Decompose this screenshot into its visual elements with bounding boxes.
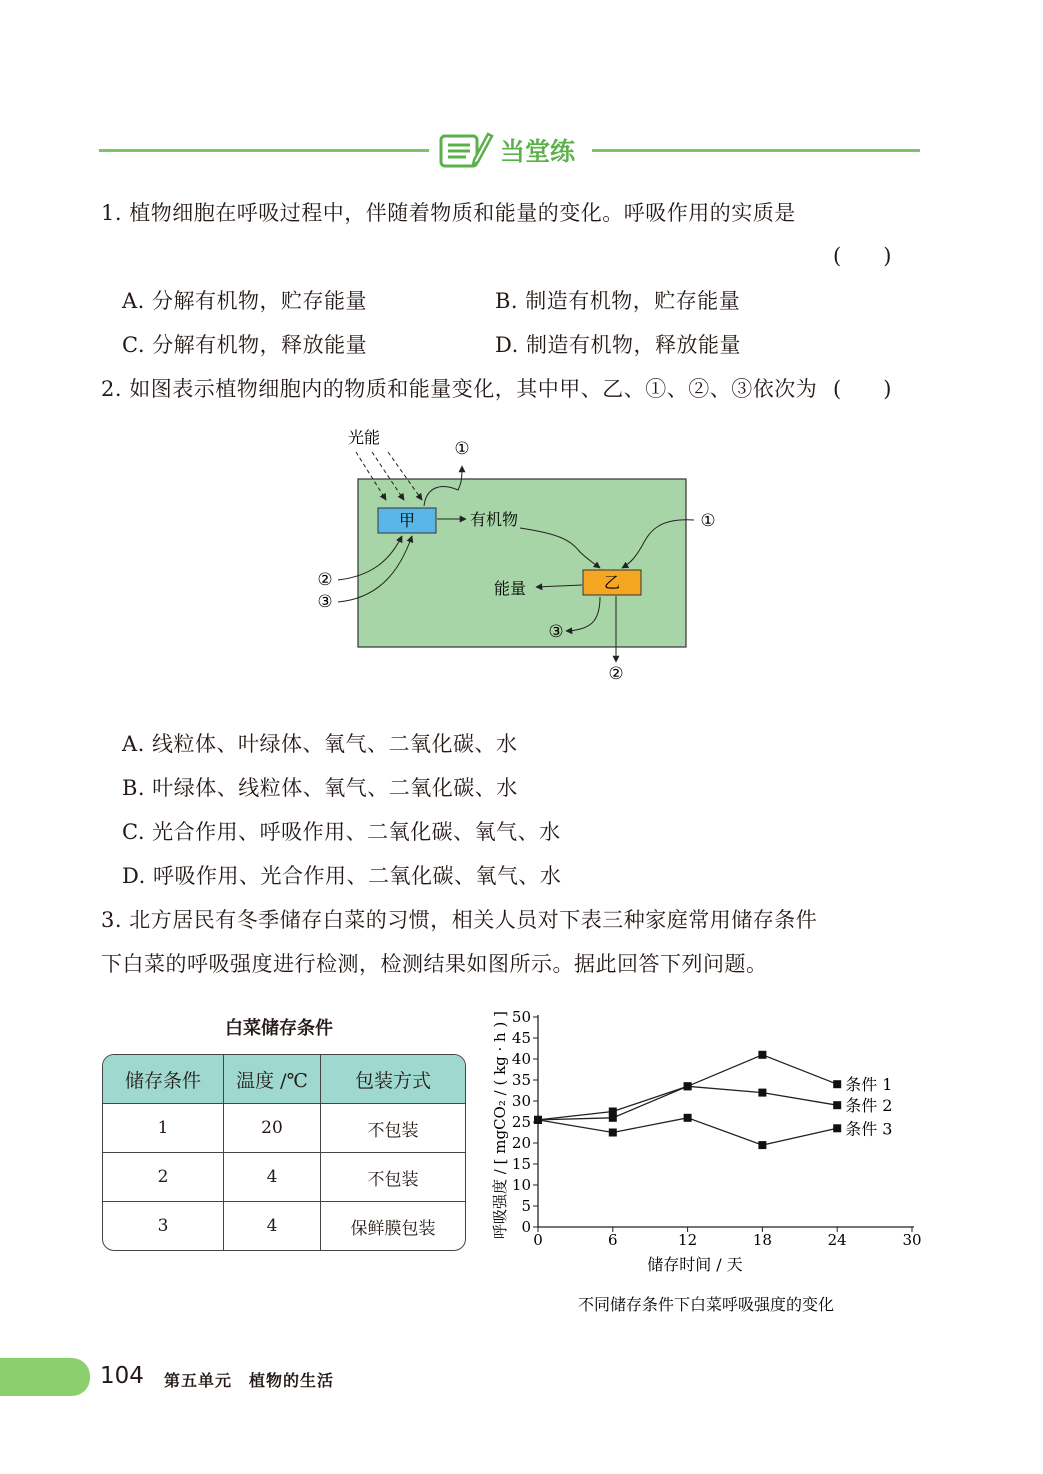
table-cell: 不包装 [320, 1104, 465, 1152]
data-point [684, 1114, 692, 1122]
chart-xlabel: 储存时间 / 天 [647, 1255, 743, 1274]
series-line [538, 1118, 837, 1145]
table-cell: 3 [103, 1201, 223, 1250]
data-point [758, 1051, 766, 1059]
table-cell: 20 [223, 1104, 320, 1152]
x-tick-label: 18 [752, 1231, 772, 1249]
table-cell: 2 [103, 1152, 223, 1201]
circle-2-left: ② [317, 570, 333, 590]
q2-option-a: A. 线粒体、叶绿体、氧气、二氧化碳、水 [122, 732, 518, 756]
table-header-cell: 储存条件 [103, 1055, 223, 1104]
y-tick-label: 10 [511, 1176, 531, 1194]
energy-label: 能量 [494, 579, 527, 598]
jia-label: 甲 [398, 511, 416, 530]
x-tick-label: 0 [533, 1231, 543, 1249]
y-tick-label: 45 [511, 1029, 531, 1047]
cell-diagram [300, 420, 740, 690]
circle-2-bottom: ② [608, 664, 624, 684]
y-tick-label: 20 [511, 1134, 531, 1152]
q1-stem: 1. 植物细胞在呼吸过程中，伴随着物质和能量的变化。呼吸作用的实质是 [101, 201, 796, 225]
y-tick-label: 30 [511, 1092, 531, 1110]
table-title: 白菜储存条件 [225, 1018, 333, 1039]
data-point [833, 1124, 841, 1132]
circle-1-top: ① [454, 439, 470, 459]
y-tick-label: 25 [511, 1113, 531, 1131]
circle-3-left: ③ [317, 592, 333, 612]
x-tick-label: 24 [827, 1231, 847, 1249]
y-tick-label: 40 [511, 1050, 531, 1068]
table-row [103, 1152, 465, 1201]
respiration-chart [480, 1000, 940, 1330]
data-point [609, 1129, 617, 1137]
header-line-left [99, 149, 429, 152]
organic-matter-label: 有机物 [470, 510, 519, 529]
section-title: 当堂练 [500, 137, 576, 166]
series-label: 条件 3 [845, 1119, 893, 1139]
circle-3-bottom: ③ [548, 622, 564, 642]
x-tick-label: 12 [678, 1231, 698, 1249]
data-point [833, 1101, 841, 1109]
y-tick-label: 35 [511, 1071, 531, 1089]
data-point [684, 1082, 692, 1090]
data-point [758, 1089, 766, 1097]
table-cell: 4 [223, 1152, 320, 1201]
series-label: 条件 2 [845, 1096, 893, 1116]
table-row [103, 1201, 465, 1250]
x-tick-label: 6 [608, 1231, 618, 1249]
x-tick-label: 30 [902, 1231, 922, 1249]
chart-ylabel: 呼吸强度 / [ mgCO₂ / ( kg · h ) ] [491, 1011, 509, 1239]
data-point [758, 1141, 766, 1149]
y-tick-label: 15 [511, 1155, 531, 1173]
table-header-row [103, 1055, 465, 1104]
q1-answer-paren: ( ) [833, 244, 892, 268]
light-energy-label: 光能 [348, 428, 381, 447]
q1-option-a: A. 分解有机物，贮存能量 [122, 289, 368, 313]
q1-option-b: B. 制造有机物，贮存能量 [495, 289, 741, 313]
notepad-pencil-icon [438, 130, 494, 170]
data-point [609, 1114, 617, 1122]
q3-stem-line2: 下白菜的呼吸强度进行检测，检测结果如图所示。据此回答下列问题。 [101, 952, 768, 976]
footer-unit-title: 第五单元 植物的生活 [164, 1371, 335, 1390]
header-line-right [592, 149, 920, 152]
q1-option-d: D. 制造有机物，释放能量 [495, 333, 741, 357]
series-label: 条件 1 [845, 1075, 893, 1095]
cell-body [358, 479, 686, 647]
table-cell: 1 [157, 1118, 169, 1138]
y-tick-label: 50 [511, 1008, 531, 1026]
table-cell: 4 [223, 1201, 320, 1250]
table-header-cell: 温度 /℃ [223, 1055, 320, 1104]
q2-stem: 2. 如图表示植物细胞内的物质和能量变化，其中甲、乙、①、②、③依次为 [101, 377, 818, 401]
circle-1-right: ① [700, 511, 716, 531]
table-row [103, 1104, 465, 1152]
q2-option-c: C. 光合作用、呼吸作用、二氧化碳、氧气、水 [122, 820, 561, 844]
storage-conditions-table [102, 1054, 466, 1251]
q2-option-d: D. 呼吸作用、光合作用、二氧化碳、氧气、水 [122, 864, 562, 888]
data-point [534, 1116, 542, 1124]
section-header [438, 130, 575, 170]
y-tick-label: 0 [521, 1218, 531, 1236]
q2-option-b: B. 叶绿体、线粒体、氧气、二氧化碳、水 [122, 776, 518, 800]
data-point [833, 1080, 841, 1088]
q1-option-c: C. 分解有机物，释放能量 [122, 333, 368, 357]
q3-stem-line1: 3. 北方居民有冬季储存白菜的习惯，相关人员对下表三种家庭常用储存条件 [101, 908, 818, 932]
q2-answer-paren: ( ) [833, 377, 892, 401]
table-header-cell: 包装方式 [320, 1055, 465, 1104]
page-number: 104 [100, 1363, 144, 1389]
y-tick-label: 5 [521, 1197, 531, 1215]
table-cell: 不包装 [320, 1152, 465, 1201]
footer-bar [0, 1358, 90, 1396]
yi-label: 乙 [603, 573, 621, 592]
table-cell: 保鲜膜包装 [320, 1201, 465, 1250]
chart-caption: 不同储存条件下白菜呼吸强度的变化 [577, 1295, 835, 1314]
